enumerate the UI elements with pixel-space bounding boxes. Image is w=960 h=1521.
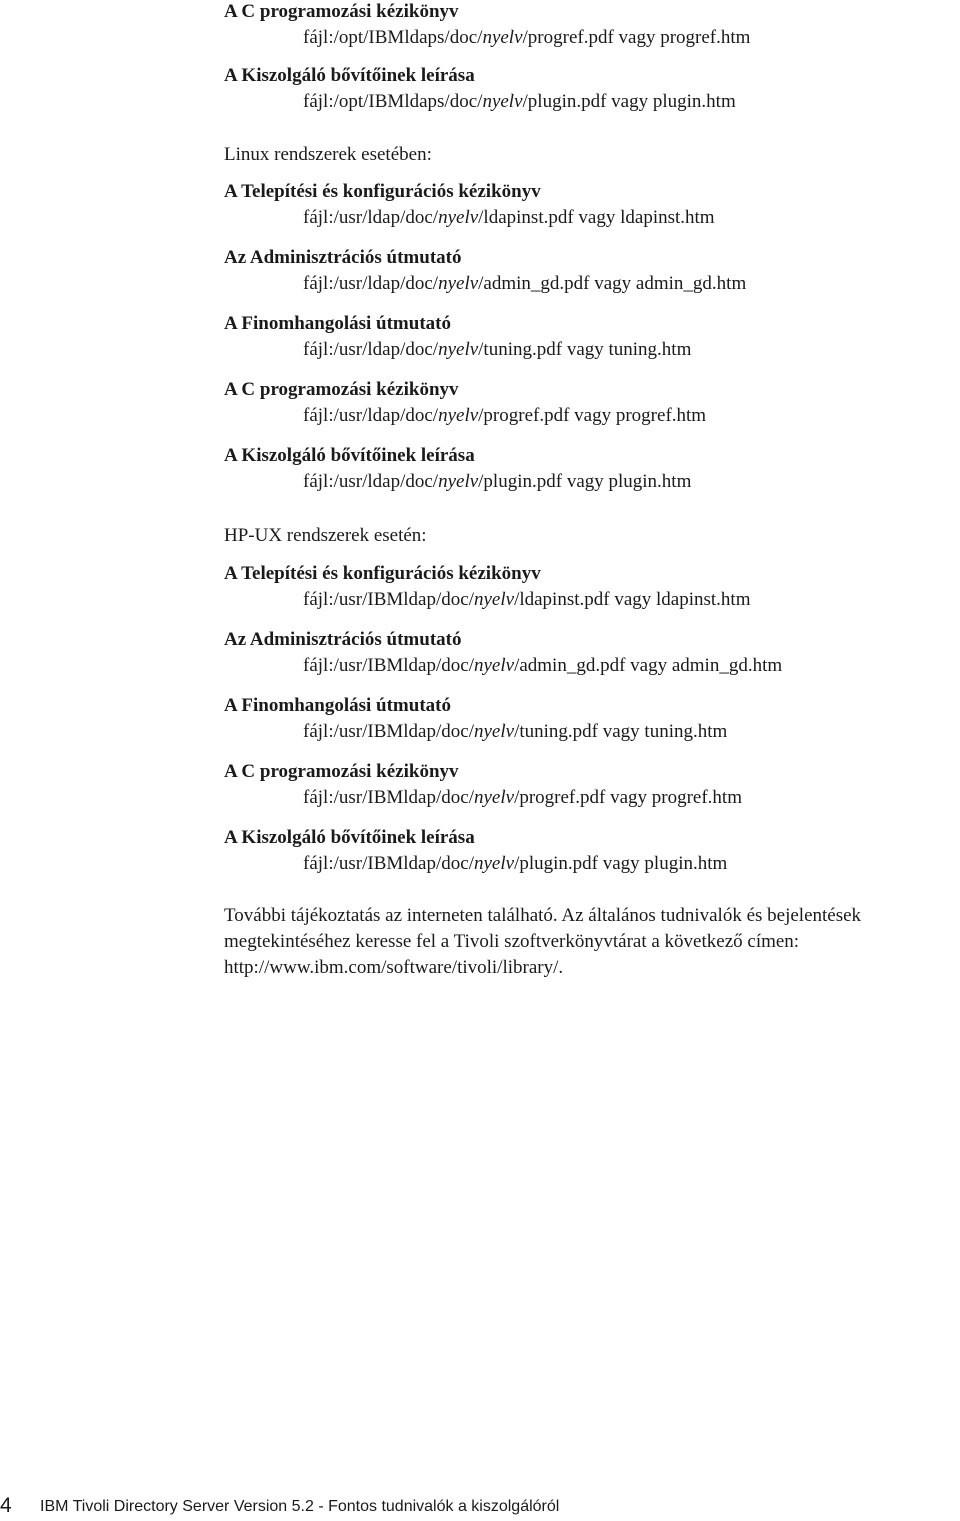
entry-path: fájl:/usr/ldap/doc/nyelv/ldapinst.pdf vagy ldapinst.htm xyxy=(303,207,715,228)
entry-path: fájl:/usr/IBMldap/doc/nyelv/ldapinst.pdf vagy ldapinst.htm xyxy=(303,589,751,610)
entry-path: fájl:/usr/IBMldap/doc/nyelv/plugin.pdf vagy plugin.htm xyxy=(303,853,728,874)
entry-title: A Telepítési és konfigurációs kézikönyv xyxy=(224,563,541,584)
section-heading-hpux: HP-UX rendszerek esetén: xyxy=(224,525,427,546)
doc-entry xyxy=(224,378,944,428)
library-url: http://www.ibm.com/software/tivoli/library/. xyxy=(224,957,564,978)
entry-title: A C programozási kézikönyv xyxy=(224,379,459,400)
entry-path: fájl:/usr/ldap/doc/nyelv/tuning.pdf vagy tuning.htm xyxy=(303,339,692,360)
entry-title: A Finomhangolási útmutató xyxy=(224,313,451,334)
doc-entry xyxy=(224,246,944,296)
footer-title: IBM Tivoli Directory Server Version 5.2 - Fontos tudnivalók a kiszolgálóról xyxy=(40,1498,560,1515)
entry-title: A Finomhangolási útmutató xyxy=(224,695,451,716)
doc-entry xyxy=(224,628,944,678)
entry-path: fájl:/usr/IBMldap/doc/nyelv/tuning.pdf vagy tuning.htm xyxy=(303,721,728,742)
entry-path: fájl:/usr/IBMldap/doc/nyelv/progref.pdf vagy progref.htm xyxy=(303,787,742,808)
entry-path: fájl:/opt/IBMldaps/doc/nyelv/progref.pdf vagy progref.htm xyxy=(303,27,751,48)
entry-path: fájl:/usr/IBMldap/doc/nyelv/admin_gd.pdf vagy admin_gd.htm xyxy=(303,655,783,676)
doc-entry xyxy=(224,826,944,876)
doc-entry xyxy=(224,760,944,810)
entry-path: fájl:/usr/ldap/doc/nyelv/plugin.pdf vagy plugin.htm xyxy=(303,471,692,492)
entry-path: fájl:/opt/IBMldaps/doc/nyelv/plugin.pdf vagy plugin.htm xyxy=(303,91,736,112)
entry-title: Az Adminisztrációs útmutató xyxy=(224,247,462,268)
doc-entry xyxy=(224,562,944,612)
doc-entry xyxy=(224,312,944,362)
entry-path: fájl:/usr/ldap/doc/nyelv/progref.pdf vagy progref.htm xyxy=(303,405,707,426)
page-footer xyxy=(0,1494,960,1520)
doc-entry xyxy=(224,64,944,114)
entry-title: A C programozási kézikönyv xyxy=(224,1,459,22)
entry-title: A Kiszolgáló bővítőinek leírása xyxy=(224,65,475,86)
doc-entry xyxy=(224,444,944,494)
entry-title: A C programozási kézikönyv xyxy=(224,761,459,782)
doc-entry xyxy=(224,180,944,230)
closing-line: További tájékoztatás az interneten található. Az általános tudnivalók és bejelentések xyxy=(224,905,862,926)
entry-title: A Kiszolgáló bővítőinek leírása xyxy=(224,827,475,848)
entry-title: A Telepítési és konfigurációs kézikönyv xyxy=(224,181,541,202)
entry-path: fájl:/usr/ldap/doc/nyelv/admin_gd.pdf vagy admin_gd.htm xyxy=(303,273,747,294)
entry-title: Az Adminisztrációs útmutató xyxy=(224,629,462,650)
closing-line: megtekintéséhez keresse fel a Tivoli szoftverkönyvtárat a következő címen: xyxy=(224,931,800,952)
doc-entry xyxy=(224,694,944,744)
doc-entry xyxy=(224,0,944,50)
section-heading-linux: Linux rendszerek esetében: xyxy=(224,144,432,165)
page-number: 4 xyxy=(0,1494,12,1517)
entry-title: A Kiszolgáló bővítőinek leírása xyxy=(224,445,475,466)
closing-paragraph xyxy=(224,903,958,981)
